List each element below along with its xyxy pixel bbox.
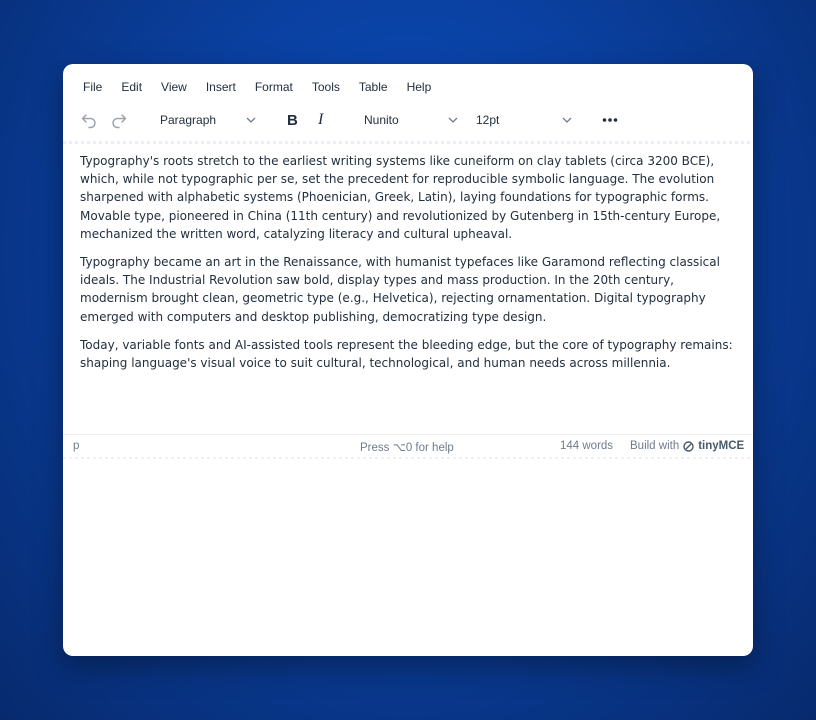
branding-link[interactable] xyxy=(630,440,744,452)
chevron-down-icon xyxy=(448,117,458,123)
menu-view[interactable]: View xyxy=(161,80,187,94)
branding-prefix: Build with xyxy=(630,440,680,452)
bold-button[interactable] xyxy=(287,106,298,134)
word-count[interactable]: 144 words xyxy=(560,440,614,452)
more-horizontal-icon xyxy=(602,117,618,123)
editor-window xyxy=(63,64,753,656)
menu-file[interactable]: File xyxy=(83,80,103,94)
statusbar xyxy=(63,438,753,456)
menubar xyxy=(73,78,440,96)
statusbar-divider xyxy=(63,434,753,435)
undo-icon xyxy=(80,111,98,129)
menu-format[interactable]: Format xyxy=(254,80,293,94)
toolbar xyxy=(63,106,753,134)
branding-name: tinyMCE xyxy=(698,440,745,452)
font-family-select[interactable] xyxy=(360,108,462,132)
help-hint: Press ⌥0 for help xyxy=(360,442,454,454)
paragraph[interactable]: Typography became an art in the Renaissance, with humanist typefaces like Garamond reflecting classical ideals. The Industrial Revolution saw bold, display types and mass production. In the 20th century, modernism brought clean, geometric type (e.g., Helvetica), rejecting ornamentation. Digital typography emerged with computers and desktop publishing, democratizing type design. xyxy=(80,255,720,324)
undo-button[interactable] xyxy=(80,106,98,134)
chevron-down-icon xyxy=(562,117,572,123)
menu-edit[interactable]: Edit xyxy=(121,80,143,94)
font-family-value: Nunito xyxy=(364,113,399,127)
block-format-value: Paragraph xyxy=(160,113,217,127)
italic-button[interactable] xyxy=(318,106,323,134)
menu-table[interactable]: Table xyxy=(358,80,388,94)
font-size-value: 12pt xyxy=(476,113,500,127)
italic-icon: I xyxy=(318,111,324,128)
redo-icon xyxy=(110,111,128,129)
statusbar-bottom-divider xyxy=(63,457,753,459)
bold-icon: B xyxy=(287,111,298,129)
block-format-select[interactable] xyxy=(156,108,260,132)
paragraph[interactable]: Today, variable fonts and AI-assisted tools represent the bleeding edge, but the core of typography remains: shaping language's visual voice to suit cultural, technological, and human needs across millennia. xyxy=(80,337,733,371)
chevron-down-icon xyxy=(246,117,256,123)
menu-tools[interactable]: Tools xyxy=(311,80,340,94)
font-size-select[interactable] xyxy=(472,108,576,132)
toolbar-divider xyxy=(63,141,753,144)
tinymce-logo-icon xyxy=(683,441,694,452)
element-path[interactable]: p xyxy=(73,440,80,452)
menu-help[interactable]: Help xyxy=(406,80,432,94)
paragraph[interactable]: Typography's roots stretch to the earliest writing systems like cuneiform on clay tablets (circa 3200 BCE), which, while not typographic per se, set the precedent for reproducible symbolic language. The evolution sharpened with alphabetic systems (Phoenician, Greek, Latin), laying foundations for typographic forms. Movable type, pioneered in China (11th century) and revolutionized by Gutenberg in 15th-century Europe, mechanized the written word, catalyzing literacy and cultural upheaval. xyxy=(80,154,721,241)
redo-button[interactable] xyxy=(110,106,128,134)
menu-insert[interactable]: Insert xyxy=(205,80,236,94)
more-button[interactable] xyxy=(602,106,618,134)
editor-content[interactable] xyxy=(80,152,740,382)
